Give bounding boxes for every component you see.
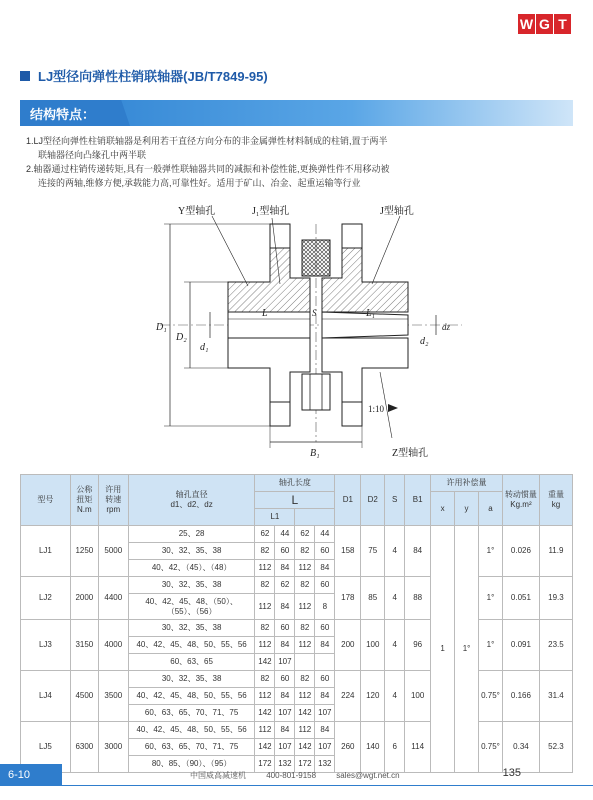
col-length-group: 轴孔长度 bbox=[255, 475, 335, 492]
cell-value: 107 bbox=[275, 705, 295, 722]
cell-value bbox=[315, 654, 335, 671]
cell-value: 112 bbox=[255, 637, 275, 654]
cell-value: 82 bbox=[255, 671, 275, 688]
cell-value: 112 bbox=[255, 688, 275, 705]
cell-bore: 30、32、35、38 bbox=[128, 577, 255, 594]
cell-bore: 30、32、35、38 bbox=[128, 620, 255, 637]
cell-value: 112 bbox=[295, 688, 315, 705]
col-L1: L1 bbox=[255, 509, 295, 526]
cell-weight: 52.3 bbox=[539, 722, 572, 773]
right-bore bbox=[322, 312, 408, 338]
z-hole-label: Z型轴孔 bbox=[392, 448, 429, 459]
cell-inertia: 0.026 bbox=[502, 526, 539, 577]
cell-value: 44 bbox=[275, 526, 295, 543]
cell-S: 4 bbox=[385, 620, 405, 671]
cell-speed: 3500 bbox=[98, 671, 128, 722]
cell-D2: 120 bbox=[361, 671, 385, 722]
cell-D2: 100 bbox=[361, 620, 385, 671]
cell-S: 6 bbox=[385, 722, 405, 773]
cell-value: 82 bbox=[255, 577, 275, 594]
table-row bbox=[21, 671, 573, 688]
right-hub-lower bbox=[322, 338, 408, 402]
cell-weight: 11.9 bbox=[539, 526, 572, 577]
cell-value: 60 bbox=[315, 543, 335, 560]
cell-value bbox=[295, 654, 315, 671]
cell-value: 60 bbox=[275, 671, 295, 688]
cell-torque: 2000 bbox=[70, 577, 98, 620]
cell-model: LJ3 bbox=[21, 620, 71, 671]
cell-value: 132 bbox=[275, 756, 295, 773]
cell-y: 1° bbox=[455, 526, 479, 773]
cell-torque: 6300 bbox=[70, 722, 98, 773]
features-description bbox=[26, 134, 566, 190]
D1-label: D₁ bbox=[156, 322, 167, 333]
dz-label: dz bbox=[442, 322, 451, 332]
logo-letter: W bbox=[519, 16, 534, 32]
cell-value: 60 bbox=[275, 620, 295, 637]
coupling-drawing bbox=[140, 194, 470, 464]
cell-value: 112 bbox=[255, 560, 275, 577]
cell-torque: 1250 bbox=[70, 526, 98, 577]
cell-value: 82 bbox=[295, 620, 315, 637]
S-label: S bbox=[312, 308, 317, 318]
cell-S: 4 bbox=[385, 671, 405, 722]
cell-value: 172 bbox=[255, 756, 275, 773]
cell-bore: 60、63、65 bbox=[128, 654, 255, 671]
cell-value: 84 bbox=[315, 688, 335, 705]
brand-logo bbox=[517, 14, 571, 36]
cell-torque: 3150 bbox=[70, 620, 98, 671]
col-D2: D2 bbox=[361, 475, 385, 526]
cell-value: 142 bbox=[255, 654, 275, 671]
elastic-pin bbox=[302, 240, 330, 276]
d2-label: d₂ bbox=[420, 336, 429, 347]
cell-B1: 84 bbox=[405, 526, 431, 577]
cell-value: 142 bbox=[255, 705, 275, 722]
cell-value: 112 bbox=[255, 722, 275, 739]
cell-value: 82 bbox=[295, 577, 315, 594]
d1-label: d₁ bbox=[200, 342, 209, 353]
left-flange-lower bbox=[270, 402, 290, 426]
right-flange bbox=[342, 224, 362, 248]
cell-weight: 31.4 bbox=[539, 671, 572, 722]
footer-divider bbox=[62, 785, 593, 786]
col-L: L bbox=[255, 492, 335, 509]
cell-model: LJ4 bbox=[21, 671, 71, 722]
col-B1: B1 bbox=[405, 475, 431, 526]
ratio-label: 1:10 bbox=[368, 404, 385, 414]
cell-weight: 19.3 bbox=[539, 577, 572, 620]
B1-label: B₁ bbox=[310, 448, 320, 459]
table-row bbox=[21, 722, 573, 739]
feature-item-line: 1.LJ型径向弹性柱销联轴器是利用若干直径方向分布的非金属弹性材料制成的柱销,置于两半 bbox=[26, 136, 388, 146]
feature-item-line: 联轴器径向凸缘孔中两半联 bbox=[38, 150, 147, 160]
cell-bore: 40、42、（45）、（48） bbox=[128, 560, 255, 577]
cell-value: 62 bbox=[275, 577, 295, 594]
cell-torque: 4500 bbox=[70, 671, 98, 722]
col-speed: 许用 转速 rpm bbox=[98, 475, 128, 526]
cell-value: 84 bbox=[275, 688, 295, 705]
cell-value: 84 bbox=[315, 722, 335, 739]
cell-value: 84 bbox=[275, 722, 295, 739]
page-title: LJ型径向弹性柱销联轴器(JB/T7849-95) bbox=[38, 69, 268, 84]
cell-value: 62 bbox=[255, 526, 275, 543]
cell-value: 60 bbox=[315, 671, 335, 688]
cell-speed: 5000 bbox=[98, 526, 128, 577]
cell-value: 84 bbox=[275, 560, 295, 577]
cell-value: 112 bbox=[295, 560, 315, 577]
spec-table bbox=[20, 474, 573, 773]
col-weight: 重量 kg bbox=[539, 475, 572, 526]
cell-value: 60 bbox=[315, 620, 335, 637]
cell-inertia: 0.091 bbox=[502, 620, 539, 671]
cell-value: 8 bbox=[315, 594, 335, 620]
cell-speed: 4000 bbox=[98, 620, 128, 671]
cell-speed: 3000 bbox=[98, 722, 128, 773]
cell-speed: 4400 bbox=[98, 577, 128, 620]
L1-label: L₁ bbox=[366, 308, 376, 319]
cell-inertia: 0.166 bbox=[502, 671, 539, 722]
cell-value: 82 bbox=[295, 543, 315, 560]
cell-bore: 30、32、35、38 bbox=[128, 671, 255, 688]
cell-value: 82 bbox=[255, 620, 275, 637]
right-hub-upper bbox=[322, 248, 408, 312]
cell-value: 172 bbox=[295, 756, 315, 773]
cell-value: 142 bbox=[295, 705, 315, 722]
footer-company: 中国威高减速机 bbox=[190, 771, 246, 780]
cell-D1: 178 bbox=[335, 577, 361, 620]
cell-value: 107 bbox=[275, 654, 295, 671]
cell-S: 4 bbox=[385, 526, 405, 577]
logo-letter: G bbox=[536, 14, 553, 34]
cell-value: 82 bbox=[295, 671, 315, 688]
page-title-row bbox=[20, 66, 268, 85]
cell-a: 1° bbox=[478, 526, 502, 577]
cell-x: 1 bbox=[431, 526, 455, 773]
cell-a: 0.75° bbox=[478, 722, 502, 773]
cell-inertia: 0.34 bbox=[502, 722, 539, 773]
cell-D1: 200 bbox=[335, 620, 361, 671]
cell-a: 1° bbox=[478, 577, 502, 620]
cell-value: 84 bbox=[275, 594, 295, 620]
table-row bbox=[21, 577, 573, 594]
feature-item-line: 连接的两轴,维修方便,承载能力高,可靠性好。适用于矿山、冶金、起重运输等行业 bbox=[38, 178, 361, 188]
cell-B1: 114 bbox=[405, 722, 431, 773]
cell-value: 112 bbox=[295, 637, 315, 654]
table-row bbox=[21, 620, 573, 637]
table-row bbox=[21, 526, 573, 543]
col-D1: D1 bbox=[335, 475, 361, 526]
features-heading: 结构特点： bbox=[30, 107, 96, 122]
col-model: 型号 bbox=[21, 475, 71, 526]
cell-bore: 40、42、45、48、50、55、56 bbox=[128, 637, 255, 654]
D2-label: D₂ bbox=[176, 332, 187, 343]
cell-value: 132 bbox=[315, 756, 335, 773]
cell-S: 4 bbox=[385, 577, 405, 620]
cell-D2: 75 bbox=[361, 526, 385, 577]
cell-value: 62 bbox=[295, 526, 315, 543]
cell-value: 44 bbox=[315, 526, 335, 543]
cell-bore: 60、63、65、70、71、75 bbox=[128, 705, 255, 722]
cell-value: 84 bbox=[315, 560, 335, 577]
left-bore bbox=[228, 312, 310, 338]
cell-value: 107 bbox=[275, 739, 295, 756]
cell-bore: 30、32、35、38 bbox=[128, 543, 255, 560]
cell-value: 112 bbox=[295, 594, 315, 620]
cell-D2: 85 bbox=[361, 577, 385, 620]
cell-model: LJ1 bbox=[21, 526, 71, 577]
cell-bore: 80、85、（90）、（95） bbox=[128, 756, 255, 773]
cell-bore: 40、42、45、48、50、55、56 bbox=[128, 688, 255, 705]
page-number: 135 bbox=[502, 767, 521, 779]
cell-inertia: 0.051 bbox=[502, 577, 539, 620]
cell-value: 112 bbox=[255, 594, 275, 620]
cell-D1: 260 bbox=[335, 722, 361, 773]
cell-B1: 96 bbox=[405, 620, 431, 671]
col-comp-group: 许用补偿量 bbox=[431, 475, 503, 492]
cell-value: 142 bbox=[295, 739, 315, 756]
cell-D2: 140 bbox=[361, 722, 385, 773]
cell-value: 107 bbox=[315, 739, 335, 756]
cell-model: LJ2 bbox=[21, 577, 71, 620]
cell-bore: 40、42、45、48、50、55、56 bbox=[128, 722, 255, 739]
cell-value: 112 bbox=[295, 722, 315, 739]
col-L-sub bbox=[295, 509, 335, 526]
cell-B1: 88 bbox=[405, 577, 431, 620]
j1-hole-label: J₁型轴孔 bbox=[252, 206, 290, 217]
col-inertia: 转动惯量 Kg.m² bbox=[502, 475, 539, 526]
cell-value: 84 bbox=[315, 637, 335, 654]
col-bore: 轴孔直径 d1、d2、dz bbox=[128, 475, 255, 526]
L-label: L bbox=[262, 308, 268, 319]
left-hub-lower bbox=[228, 338, 310, 402]
footer-info bbox=[190, 770, 418, 781]
cell-bore: 40、42、45、48、（50）、（55）、（56） bbox=[128, 594, 255, 620]
cell-value: 142 bbox=[255, 739, 275, 756]
cell-bore: 25、28 bbox=[128, 526, 255, 543]
col-a: a bbox=[478, 492, 502, 526]
cell-value: 60 bbox=[315, 577, 335, 594]
cell-a: 1° bbox=[478, 620, 502, 671]
footer-email: sales@wgt.net.cn bbox=[336, 771, 400, 780]
col-x: x bbox=[431, 492, 455, 526]
feature-item-line: 2.轴器通过柱销传递转矩,具有一般弹性联轴器共同的减振和补偿性能,更换弹性件不用移动被 bbox=[26, 164, 390, 174]
logo-letter: T bbox=[554, 14, 571, 34]
features-banner bbox=[20, 100, 573, 126]
section-number: 6-10 bbox=[0, 764, 62, 786]
left-hub-upper bbox=[228, 248, 310, 312]
col-y: y bbox=[455, 492, 479, 526]
col-torque: 公称 扭矩 N.m bbox=[70, 475, 98, 526]
right-flange-lower bbox=[342, 402, 362, 426]
title-square-icon bbox=[20, 71, 30, 81]
j-hole-label: J型轴孔 bbox=[380, 206, 414, 217]
col-S: S bbox=[385, 475, 405, 526]
elastic-pin-lower bbox=[302, 374, 330, 410]
cell-value: 84 bbox=[275, 637, 295, 654]
footer-phone: 400-801-9158 bbox=[266, 771, 317, 780]
cell-model: LJ5 bbox=[21, 722, 71, 773]
cell-weight: 23.5 bbox=[539, 620, 572, 671]
cell-value: 60 bbox=[275, 543, 295, 560]
y-hole-label: Y型轴孔 bbox=[178, 206, 216, 217]
cell-D1: 158 bbox=[335, 526, 361, 577]
cell-a: 0.75° bbox=[478, 671, 502, 722]
cell-D1: 224 bbox=[335, 671, 361, 722]
cell-bore: 60、63、65、70、71、75 bbox=[128, 739, 255, 756]
cell-value: 82 bbox=[255, 543, 275, 560]
cell-B1: 100 bbox=[405, 671, 431, 722]
cell-value: 107 bbox=[315, 705, 335, 722]
